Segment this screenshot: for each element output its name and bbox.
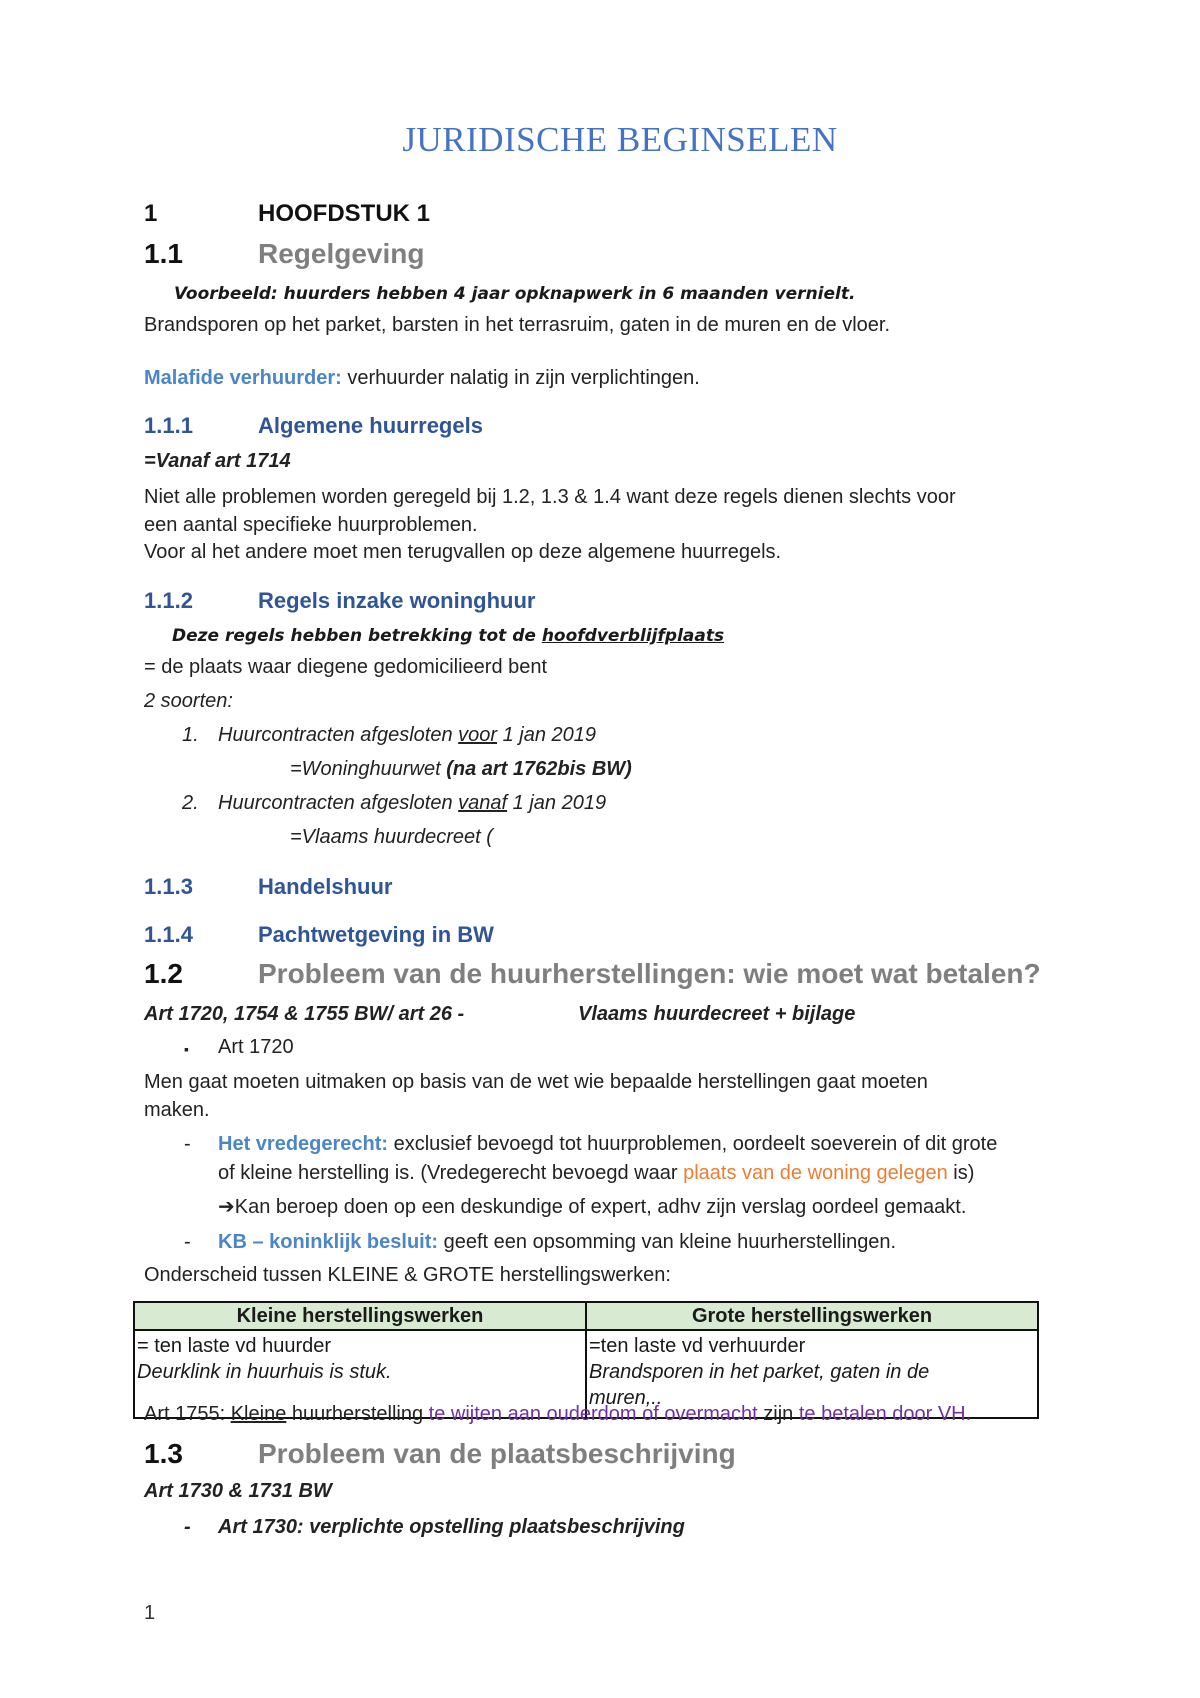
vrede-dash: - <box>184 1133 191 1155</box>
art-line-left: Art 1720, 1754 & 1755 BW/ art 26 - <box>144 1003 465 1025</box>
plaats-text: = de plaats waar diegene gedomicilieerd bent <box>144 656 548 678</box>
example-text: Voorbeeld: huurders hebben 4 jaar opknapwerk in 6 maanden vernielt. <box>174 284 856 304</box>
grote-example-line-2: muren,.. <box>589 1387 663 1409</box>
kleine-example: Deurklink in huurhuis is stuk. <box>137 1361 392 1383</box>
list-item-2-pre: Huurcontracten afgesloten <box>218 792 459 814</box>
art-1755-payer: te betalen door VH. <box>798 1403 972 1425</box>
list-item-1-pre: Huurcontracten afgesloten <box>218 724 459 746</box>
grote-example-line-1: Brandsporen in het parket, gaten in de <box>589 1361 930 1383</box>
art-1730-heading: Art 1730 & 1731 BW <box>144 1480 332 1502</box>
section-1-1-4-title: Pachtwetgeving in BW <box>258 922 494 947</box>
art-1755-mid-2: zijn <box>757 1403 799 1425</box>
vrede-text-1: exclusief bevoegd tot huurproblemen, oordeelt soeverein of dit grote <box>388 1133 998 1155</box>
soorten-text: 2 soorten: <box>144 690 233 712</box>
kb-dash: - <box>184 1231 191 1253</box>
men-gaat-line-2: maken. <box>144 1099 210 1121</box>
list-item-1-text <box>218 724 596 747</box>
art-1755-cause: te wijten aan ouderdom of overmacht <box>428 1403 758 1425</box>
voor-al-text: Voor al het andere moet men terugvallen op deze algemene huurregels. <box>144 541 782 563</box>
grote-cost-bearer: =ten laste vd verhuurder <box>589 1335 806 1357</box>
list-item-1-post: 1 jan 2019 <box>497 724 597 746</box>
section-1-1-1-title: Algemene huurregels <box>258 413 483 438</box>
art-1755-pre: Art 1755: <box>144 1403 231 1425</box>
list-item-2-underline: vanaf <box>458 792 508 814</box>
chapter-number: 1 <box>144 200 158 227</box>
bullet-icon: ▪ <box>184 1041 189 1057</box>
example-detail: Brandsporen op het parket, barsten in het terrasruim, gaten in de muren en de vloer. <box>144 314 890 336</box>
vredegerecht-term: Het vredegerecht: <box>218 1133 389 1155</box>
deze-regels-text <box>172 626 724 646</box>
vanaf-art-text: =Vanaf art 1714 <box>144 450 291 472</box>
table-header-kleine: Kleine herstellingswerken <box>134 1302 586 1330</box>
section-1-2-number: 1.2 <box>144 958 183 989</box>
hoofdverblijfplaats-term: hoofdverblijfplaats <box>541 626 725 646</box>
vrede-text-2-pre: of kleine herstelling is. (Vredegerecht bevoegd waar <box>218 1162 684 1184</box>
kb-text: geeft een opsomming van kleine huurherstellingen. <box>438 1231 897 1253</box>
list-item-1-number: 1. <box>182 724 199 746</box>
section-1-1-4-number: 1.1.4 <box>144 922 193 947</box>
vrede-text-2-highlight: plaats van de woning gelegen <box>683 1162 948 1184</box>
niet-alle-line-1: Niet alle problemen worden geregeld bij 1.2, 1.3 & 1.4 want deze regels dienen slechts voor <box>144 486 956 508</box>
niet-alle-line-2: een aantal specifieke huurproblemen. <box>144 514 478 536</box>
art-1755-mid: huurherstelling <box>286 1403 429 1425</box>
art-1755-kleine: Kleine <box>230 1403 287 1425</box>
woninghuurwet-text: =Woninghuurwet <box>290 758 447 780</box>
vrede-text-3: Kan beroep doen op een deskundige of expert, adhv zijn verslag oordeel gemaakt. <box>234 1196 967 1218</box>
list-item-1-underline: voor <box>458 724 498 746</box>
section-1-1-3-title: Handelshuur <box>258 874 393 899</box>
onderscheid-text: Onderscheid tussen KLEINE & GROTE herstellingswerken: <box>144 1264 671 1286</box>
art-1730-dash: - <box>184 1516 191 1538</box>
art-1730-item: Art 1730: verplichte opstelling plaatsbeschrijving <box>218 1516 685 1538</box>
section-1-1-3-number: 1.1.3 <box>144 874 193 899</box>
chapter-title: HOOFDSTUK 1 <box>258 200 431 227</box>
vrede-line-3 <box>218 1194 966 1219</box>
page-number: 1 <box>144 1602 156 1624</box>
vrede-line-1 <box>218 1133 997 1156</box>
herstellingswerken-table <box>133 1301 1039 1419</box>
list-item-2-sub: =Vlaams huurdecreet ( <box>290 826 493 848</box>
kb-term: KB – koninklijk besluit: <box>218 1231 439 1253</box>
malafide-paragraph <box>144 367 700 390</box>
deze-regels-pre: Deze regels hebben betrekking tot de <box>172 626 542 646</box>
malafide-text: verhuurder nalatig in zijn verplichtingen. <box>341 367 700 389</box>
list-item-2-post: 1 jan 2019 <box>507 792 607 814</box>
vrede-text-2-post: is) <box>947 1162 975 1184</box>
section-1-2-title: Probleem van de huurherstellingen: wie moet wat betalen? <box>258 958 1041 989</box>
section-1-1-title: Regelgeving <box>258 238 425 269</box>
kb-line <box>218 1231 896 1254</box>
list-item-2-number: 2. <box>182 792 199 814</box>
art-line-right: Vlaams huurdecreet + bijlage <box>578 1003 856 1025</box>
section-1-1-2-title: Regels inzake woninghuur <box>258 588 536 613</box>
art-1755-line <box>144 1403 971 1426</box>
malafide-term: Malafide verhuurder: <box>144 367 342 389</box>
woninghuurwet-article: (na art 1762bis BW) <box>446 758 632 780</box>
table-header-grote: Grote herstellingswerken <box>586 1302 1038 1330</box>
section-1-3-number: 1.3 <box>144 1438 183 1469</box>
list-item-1-sub <box>290 758 632 781</box>
section-1-1-number: 1.1 <box>144 238 183 269</box>
right-arrow-icon: ➔ <box>218 1196 235 1218</box>
section-1-3-title: Probleem van de plaatsbeschrijving <box>258 1438 736 1469</box>
bullet-text: Art 1720 <box>218 1036 294 1058</box>
kleine-cost-bearer: = ten laste vd huurder <box>137 1335 332 1357</box>
section-1-1-2-number: 1.1.2 <box>144 588 193 613</box>
section-1-1-1-number: 1.1.1 <box>144 413 193 438</box>
vrede-line-2 <box>218 1162 974 1185</box>
men-gaat-line-1: Men gaat moeten uitmaken op basis van de wet wie bepaalde herstellingen gaat moeten <box>144 1071 928 1093</box>
list-item-2-text <box>218 792 606 815</box>
document-title: JURIDISCHE BEGINSELEN <box>402 120 838 159</box>
